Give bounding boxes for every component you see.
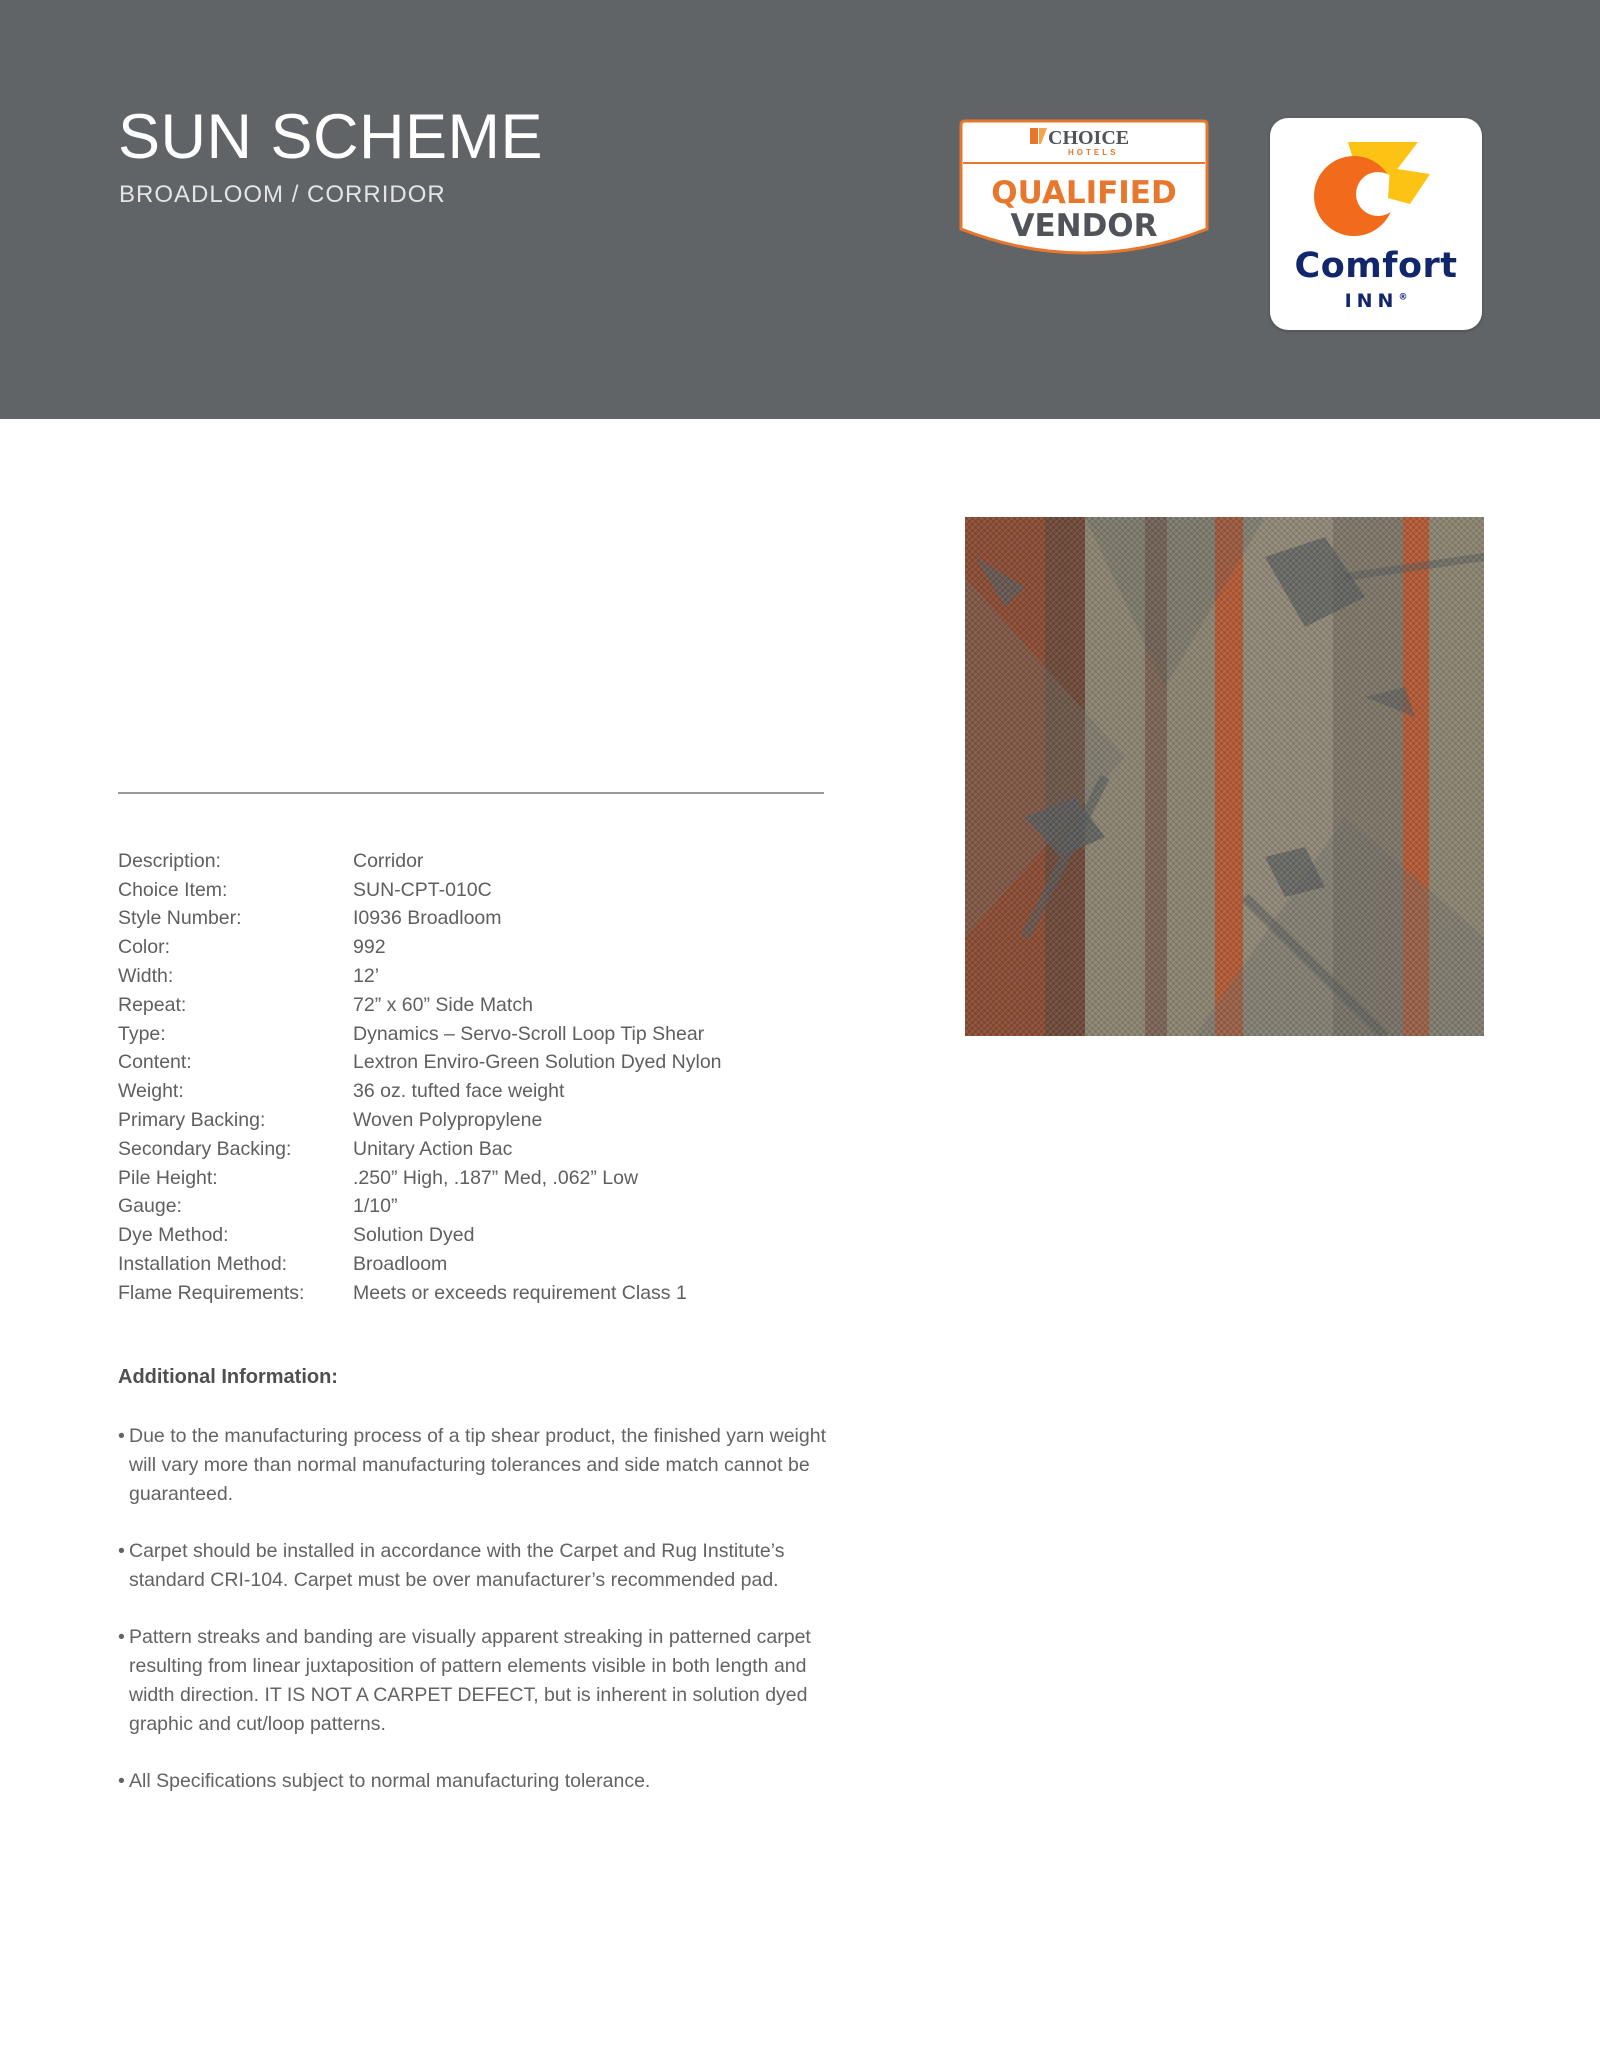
spec-label: Secondary Backing: bbox=[118, 1137, 292, 1160]
spec-row bbox=[118, 1250, 838, 1279]
list-item bbox=[118, 1537, 828, 1595]
spec-value: Broadloom bbox=[353, 1253, 448, 1276]
bullet-icon: • bbox=[118, 1626, 125, 1648]
header-banner bbox=[0, 0, 1600, 419]
spec-label: Content: bbox=[118, 1051, 192, 1074]
carpet-pattern-graphic bbox=[965, 517, 1484, 1036]
spec-label: Width: bbox=[118, 965, 174, 988]
spec-value: Lextron Enviro-Green Solution Dyed Nylon bbox=[353, 1051, 722, 1074]
spec-label: Weight: bbox=[118, 1080, 184, 1103]
additional-information-list bbox=[118, 1422, 828, 1824]
page-subtitle: BROADLOOM / CORRIDOR bbox=[119, 181, 446, 208]
carpet-swatch-image bbox=[965, 517, 1484, 1036]
spec-row bbox=[118, 1020, 838, 1049]
spec-label: Flame Requirements: bbox=[118, 1281, 305, 1304]
spec-label: Description: bbox=[118, 849, 221, 872]
spec-row bbox=[118, 1106, 838, 1135]
spec-row bbox=[118, 1077, 838, 1106]
list-item bbox=[118, 1623, 828, 1739]
spec-row bbox=[118, 1049, 838, 1078]
specifications-table bbox=[118, 847, 838, 1308]
comfort-inn-badge bbox=[1270, 118, 1482, 330]
spec-value: Dynamics – Servo-Scroll Loop Tip Shear bbox=[353, 1022, 705, 1045]
spec-row bbox=[118, 905, 838, 934]
spec-label: Style Number: bbox=[118, 907, 242, 930]
spec-label: Repeat: bbox=[118, 993, 187, 1016]
inn-brand-text bbox=[1270, 290, 1482, 312]
bullet-icon: • bbox=[118, 1540, 125, 1562]
spec-label: Pile Height: bbox=[118, 1166, 218, 1189]
spec-row bbox=[118, 1279, 838, 1308]
spec-value: Meets or exceeds requirement Class 1 bbox=[353, 1281, 687, 1304]
spec-value: Woven Polypropylene bbox=[353, 1109, 543, 1132]
section-divider bbox=[118, 792, 824, 794]
list-item-text: Due to the manufacturing process of a tip shear product, the finished yarn weight will vary more than normal manufacturing tolerances and side match cannot be guaranteed. bbox=[129, 1425, 826, 1505]
bullet-icon: • bbox=[118, 1770, 125, 1792]
spec-label: Color: bbox=[118, 936, 171, 959]
spec-row bbox=[118, 991, 838, 1020]
spec-label: Type: bbox=[118, 1022, 166, 1045]
spec-row bbox=[118, 1221, 838, 1250]
spec-row bbox=[118, 847, 838, 876]
vendor-line2-text: VENDOR bbox=[1010, 208, 1158, 244]
spec-row bbox=[118, 1193, 838, 1222]
registered-mark: ® bbox=[1398, 292, 1408, 303]
list-item-text: Carpet should be installed in accordance with the Carpet and Rug Institute’s standard CRI-104. Carpet must be over manufacturer’s recommended pad. bbox=[129, 1540, 785, 1591]
spec-value: Solution Dyed bbox=[353, 1224, 475, 1247]
comfort-brand-text: Comfort bbox=[1294, 246, 1458, 286]
spec-value: 36 oz. tufted face weight bbox=[353, 1080, 565, 1103]
qualified-vendor-badge-graphic bbox=[955, 117, 1213, 263]
spec-label: Choice Item: bbox=[118, 878, 228, 901]
spec-row bbox=[118, 962, 838, 991]
spec-label: Dye Method: bbox=[118, 1224, 229, 1247]
spec-row bbox=[118, 876, 838, 905]
list-item-text: All Specifications subject to normal manufacturing tolerance. bbox=[129, 1770, 651, 1792]
spec-value: 1/10” bbox=[353, 1195, 398, 1218]
spec-value: 12’ bbox=[353, 965, 380, 988]
spec-value: Corridor bbox=[353, 849, 424, 872]
spec-value: .250” High, .187” Med, .062” Low bbox=[353, 1166, 639, 1189]
spec-label: Installation Method: bbox=[118, 1253, 288, 1276]
spec-label: Gauge: bbox=[118, 1195, 182, 1218]
vendor-brand-text: CHOICE bbox=[1048, 127, 1130, 149]
list-item bbox=[118, 1767, 828, 1796]
qualified-vendor-badge bbox=[955, 117, 1213, 263]
spec-value: I0936 Broadloom bbox=[353, 907, 502, 930]
spec-value: 992 bbox=[353, 936, 386, 959]
additional-information-heading: Additional Information: bbox=[118, 1366, 338, 1388]
vendor-brand-sub-text: HOTELS bbox=[1068, 148, 1119, 157]
spec-row bbox=[118, 1135, 838, 1164]
list-item-text: Pattern streaks and banding are visually apparent streaking in patterned carpet resulting from linear juxtaposition of pattern elements visible in both length and width direction. IT IS NOT A CARPET DEFECT, but is inherent in solution dyed graphic and cut/loop patterns. bbox=[129, 1626, 811, 1735]
inn-word: INN bbox=[1344, 290, 1399, 312]
list-item bbox=[118, 1422, 828, 1509]
spec-value: Unitary Action Bac bbox=[353, 1137, 513, 1160]
specifications-table-body bbox=[118, 847, 838, 1308]
spec-value: 72” x 60” Side Match bbox=[353, 993, 533, 1016]
vendor-line1-text: QUALIFIED bbox=[991, 175, 1177, 211]
bullet-icon: • bbox=[118, 1425, 125, 1447]
page-title: SUN SCHEME bbox=[118, 102, 544, 172]
spec-value: SUN-CPT-010C bbox=[353, 878, 492, 901]
spec-row bbox=[118, 1164, 838, 1193]
spec-row bbox=[118, 933, 838, 962]
spec-label: Primary Backing: bbox=[118, 1109, 266, 1132]
